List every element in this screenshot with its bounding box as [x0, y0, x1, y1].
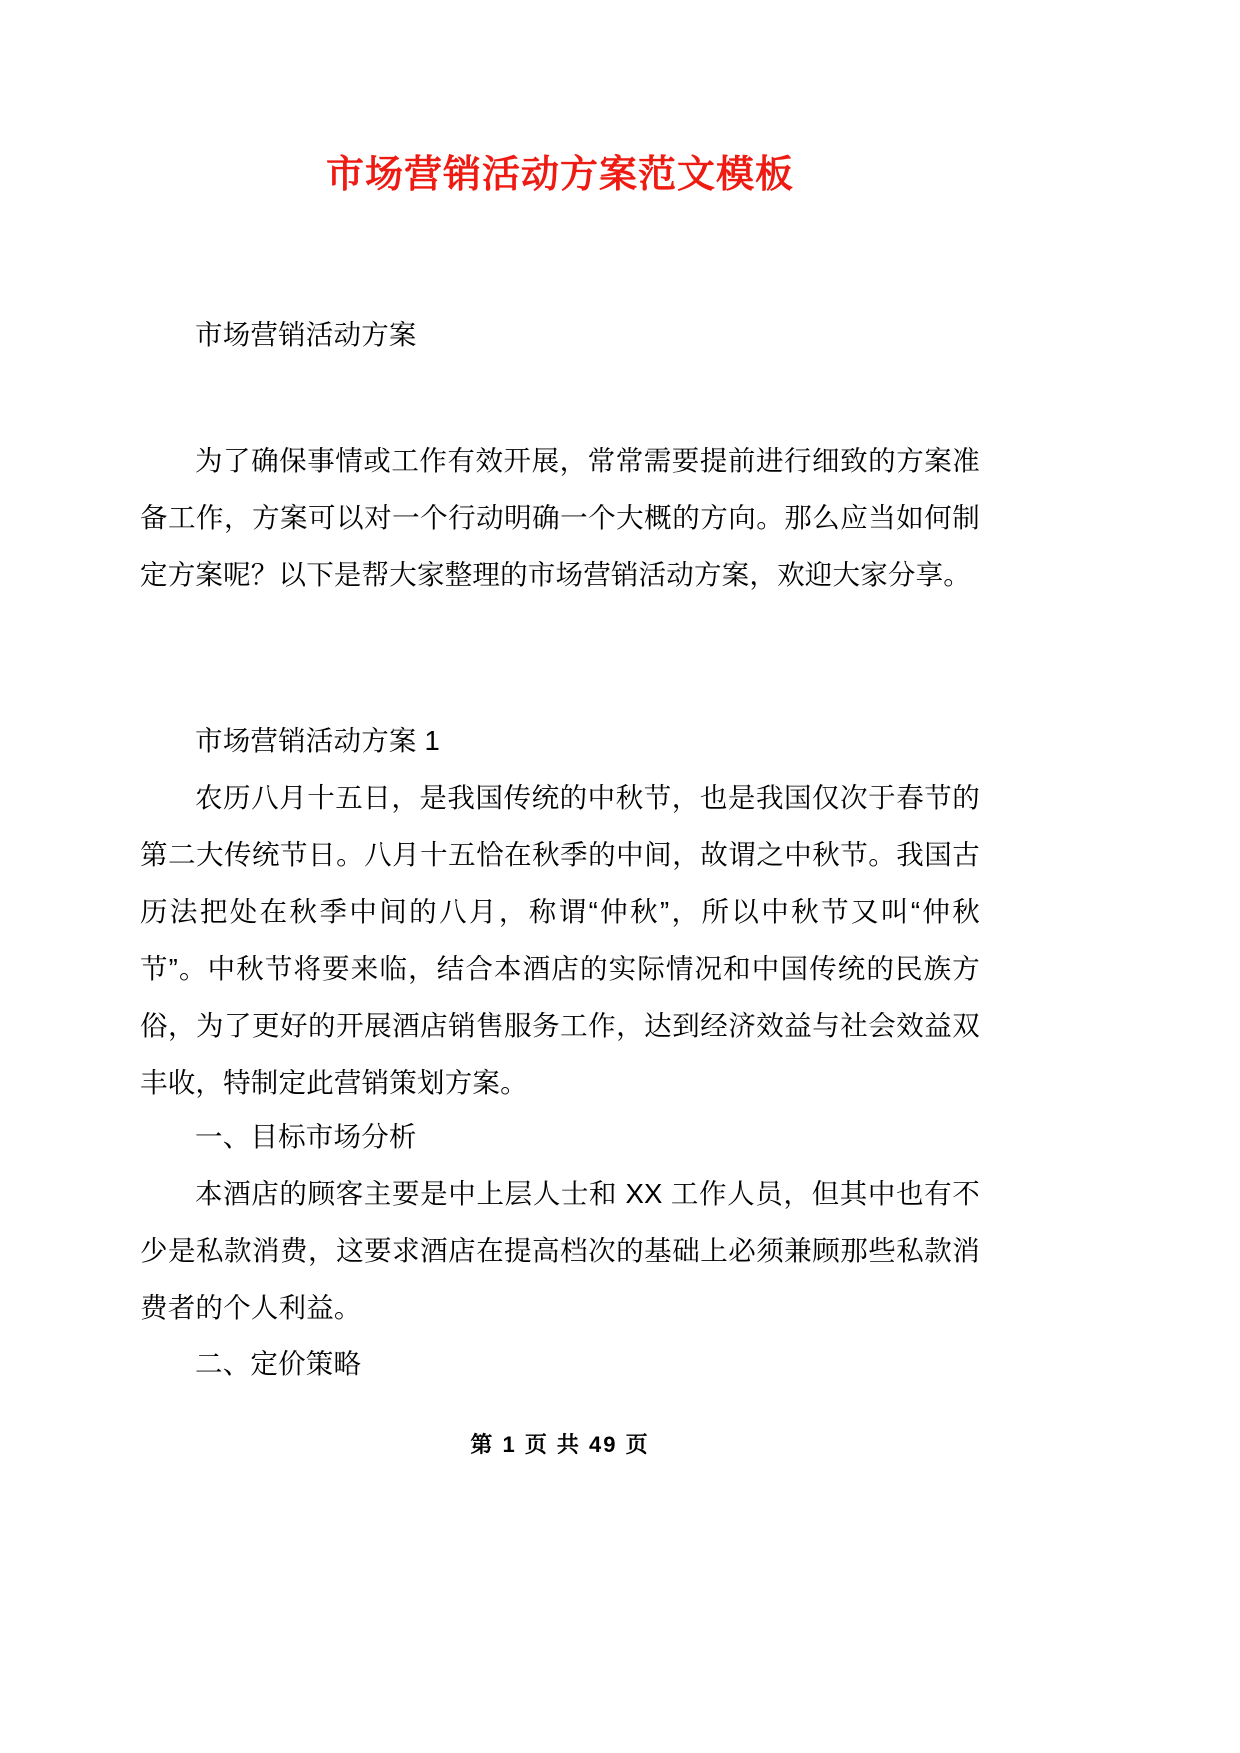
subsection-heading-2: 二、定价策略 [195, 1348, 362, 1379]
subsection-heading-1: 一、目标市场分析 [195, 1121, 417, 1152]
page-title: 市场营销活动方案范文模板 [325, 154, 794, 196]
body-paragraph-2: 本酒店的顾客主要是中上层人士和 XX 工作人员，但其中也有不少是私款消费，这要求酒店在提高档次的基础上必须兼顾那些私款消费者的个人利益。 [140, 1178, 980, 1323]
intro-paragraph: 为了确保事情或工作有效开展，常常需要提前进行细致的方案准备工作，方案可以对一个行动明确一个大概的方向。那么应当如何制定方案呢？以下是帮大家整理的市场营销活动方案，欢迎大家分享。 [140, 445, 980, 590]
body-paragraph-1: 农历八月十五日，是我国传统的中秋节，也是我国仅次于春节的第二大传统节日。八月十五恰在秋季的中间，故谓之中秋节。我国古历法把处在秋季中间的八月，称谓“仲秋”，所以中秋节又叫“仲秋节”。中秋节将要来临，结合本酒店的实际情况和中国传统的民族方俗，为了更好的开展酒店销售服务工作，达到经济效益与社会效益双丰收，特制定此营销策划方案。 [140, 782, 980, 1098]
page-footer: 第 1 页 共 49 页 [470, 1432, 650, 1457]
document-subtitle: 市场营销活动方案 [195, 319, 417, 350]
section-heading: 市场营销活动方案 1 [195, 725, 440, 756]
